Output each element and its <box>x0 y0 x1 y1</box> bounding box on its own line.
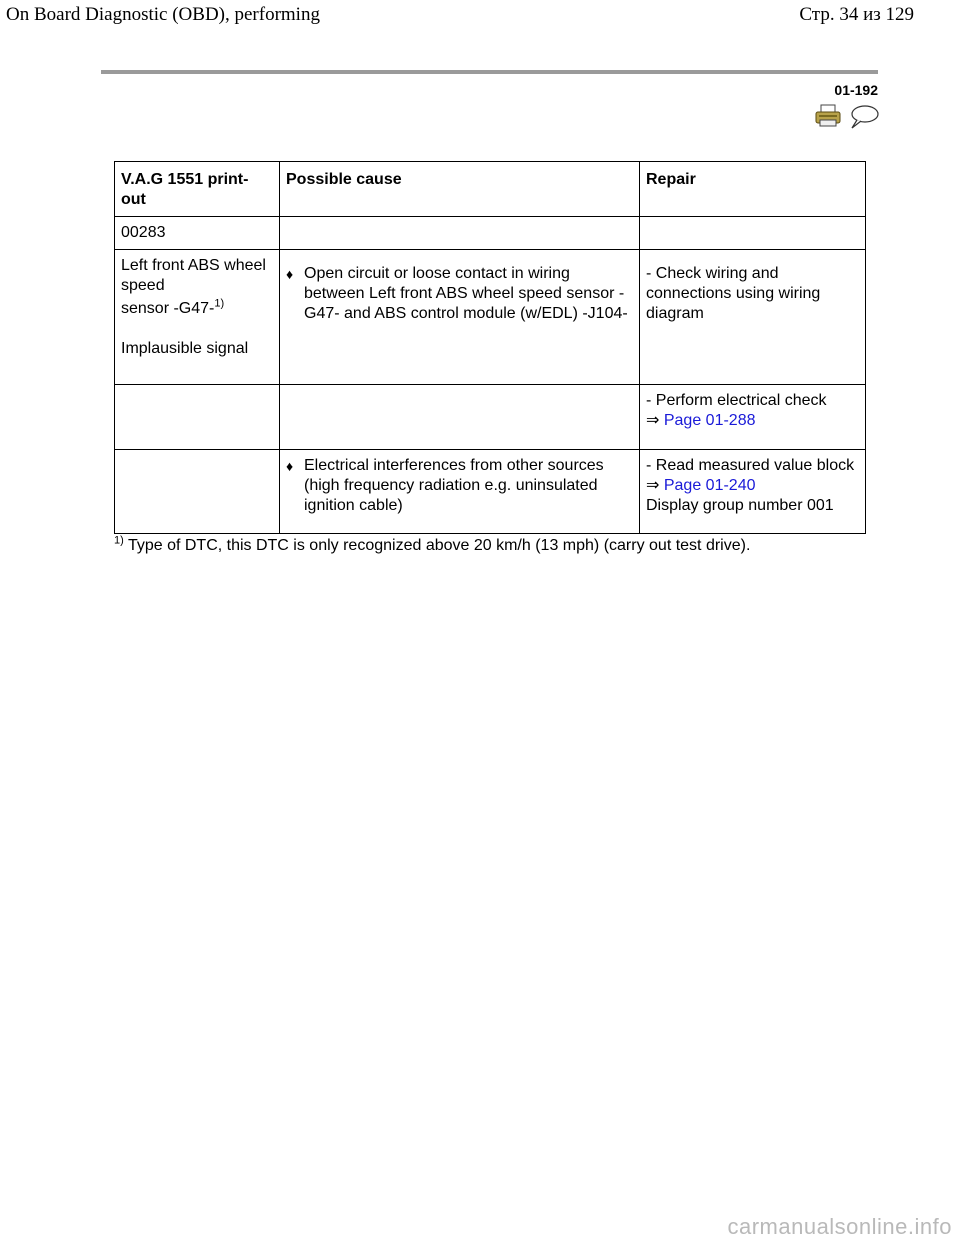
cause-cell <box>280 450 640 534</box>
toolbar-icons <box>815 104 881 130</box>
table-row-interference <box>115 450 866 534</box>
fault-code: 00283 <box>115 217 280 250</box>
table-row-check <box>115 385 866 450</box>
page-link-01-288[interactable]: Page 01-288 <box>663 412 756 429</box>
table-row-code <box>115 217 866 250</box>
speech-bubble-icon[interactable] <box>848 104 880 135</box>
component-sensor <box>121 299 273 319</box>
page-link-01-240[interactable]: Page 01-240 <box>663 477 756 494</box>
empty-cell <box>115 385 280 450</box>
arrow-icon: ⇒ <box>646 412 660 429</box>
empty-cell <box>115 450 280 534</box>
watermark: carmanualsonline.info <box>727 1214 952 1239</box>
document-title: On Board Diagnostic (OBD), performing <box>6 4 320 25</box>
table-row-fault <box>115 250 866 385</box>
footnote <box>114 536 750 556</box>
symptom: Implausible signal <box>121 340 249 357</box>
column-header-repair: Repair <box>640 162 866 217</box>
cause-cell <box>280 250 640 385</box>
table-header-row <box>115 162 866 217</box>
cause-bullet <box>286 456 633 516</box>
display-group: Display group number 001 <box>646 497 834 514</box>
column-header-cause: Possible cause <box>280 162 640 217</box>
arrow-icon: ⇒ <box>646 477 660 494</box>
cause-text: Open circuit or loose contact in wiring between Left front ABS wheel speed sensor -G47- and ABS control module (w/EDL) -J104- <box>304 265 628 322</box>
footnote-text: Type of DTC, this DTC is only recognized above 20 km/h (13 mph) (carry out test drive). <box>123 537 751 554</box>
diamond-bullet-icon: ♦ <box>286 266 294 282</box>
repair-cell: - Check wiring and connections using wiring diagram <box>640 250 866 385</box>
footnote-reference: 1) <box>214 297 225 310</box>
page-number: 01-192 <box>834 82 878 98</box>
sensor-label: sensor -G47- <box>121 300 215 317</box>
repair-cell <box>640 450 866 534</box>
repair-text: - Perform electrical check <box>646 392 827 409</box>
cause-bullet <box>286 264 633 324</box>
cause-text: Electrical interferences from other sources (high frequency radiation e.g. uninsulated ignition cable) <box>304 457 604 514</box>
diamond-bullet-icon: ♦ <box>286 458 294 474</box>
diagnostic-table <box>114 161 866 534</box>
empty-cell <box>280 217 640 250</box>
empty-cell <box>640 217 866 250</box>
component-cell <box>115 250 280 385</box>
component-name: Left front ABS wheel speed <box>121 257 266 294</box>
repair-cell <box>640 385 866 450</box>
repair-text: - Read measured value block <box>646 457 855 474</box>
header-rule <box>101 70 878 74</box>
column-header-printout: V.A.G 1551 print-out <box>115 162 280 217</box>
empty-cell <box>280 385 640 450</box>
printer-icon[interactable] <box>815 104 841 133</box>
footnote-mark: 1) <box>114 534 124 547</box>
page-counter: Стр. 34 из 129 <box>799 4 914 25</box>
